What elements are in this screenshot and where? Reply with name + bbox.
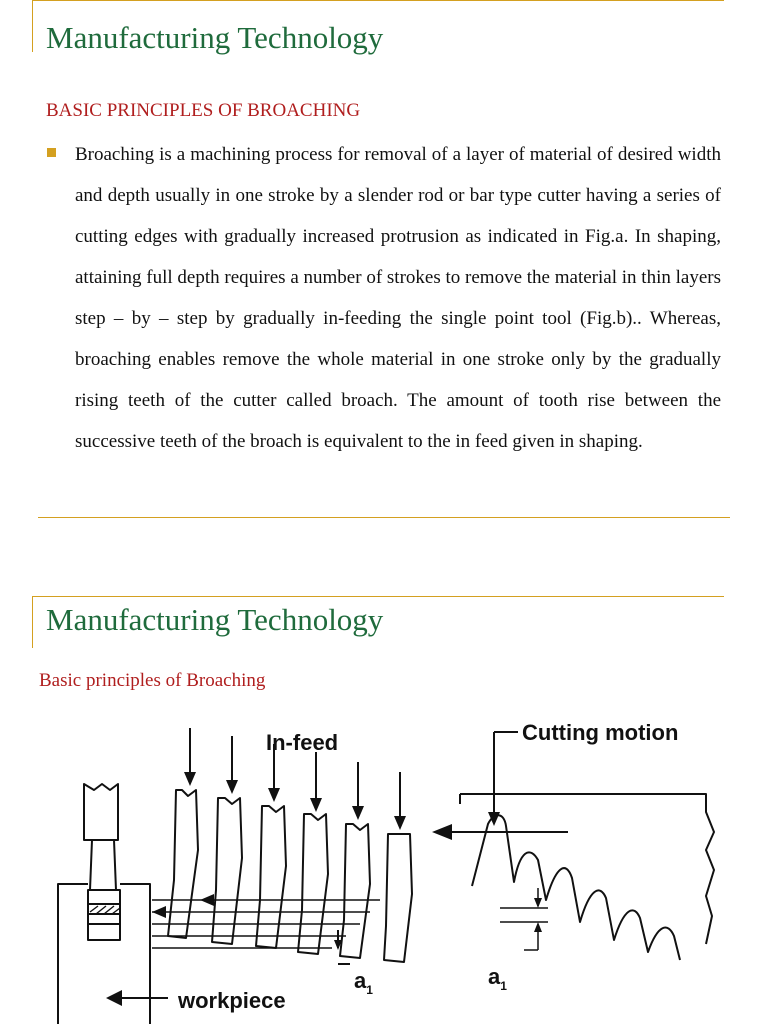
broaching-figure <box>0 700 768 1024</box>
slide-bottom-rule <box>38 517 730 518</box>
slide-title: Manufacturing Technology <box>46 20 384 55</box>
rise-label-left: $a_1$ <box>354 968 373 997</box>
title-top-rule <box>32 596 724 597</box>
title-top-rule <box>32 0 724 1</box>
cutting-motion-label: Cutting motion <box>522 720 679 745</box>
bullet-square-icon <box>47 148 56 157</box>
title-side-rule <box>32 596 33 648</box>
title-side-rule <box>32 0 33 52</box>
broach-tool <box>460 794 714 960</box>
section-heading: BASIC PRINCIPLES OF BROACHING <box>46 100 361 121</box>
rise-label-right: $a_1$ <box>488 964 507 993</box>
bullet-paragraph: Broaching is a machining process for removal of a layer of material of desired width and depth usually in one stroke by a slender rod or bar type cutter having a series of cutting edges with gradually increased protrusion as indicated in Fig.a. In shaping, attaining full depth requires a number of strokes to remove the material in thin layers step – by – step by gradually in-feeding the single point tool (Fig.b).. Whereas, broaching enables remove the whole material in one stroke only by the gradually rising teeth of the cutter called broach. The amount of tooth rise between the successive teeth of the broach is equivalent to the in feed given in shaping. <box>75 144 721 452</box>
tooth-rise-lines <box>500 888 548 950</box>
cut-depth-lines <box>152 900 380 948</box>
slide-title: Manufacturing Technology <box>46 602 384 637</box>
slide-2 <box>0 580 768 1024</box>
shaping-tool <box>84 784 120 940</box>
workpiece-arrow-icon <box>106 990 168 1006</box>
infeed-label: In-feed <box>266 730 339 755</box>
cutting-motion-arrow-icon <box>432 732 568 840</box>
hatched-cut <box>90 906 120 914</box>
section-heading: Basic principles of Broaching <box>39 670 266 691</box>
workpiece-label: workpiece <box>178 988 286 1013</box>
